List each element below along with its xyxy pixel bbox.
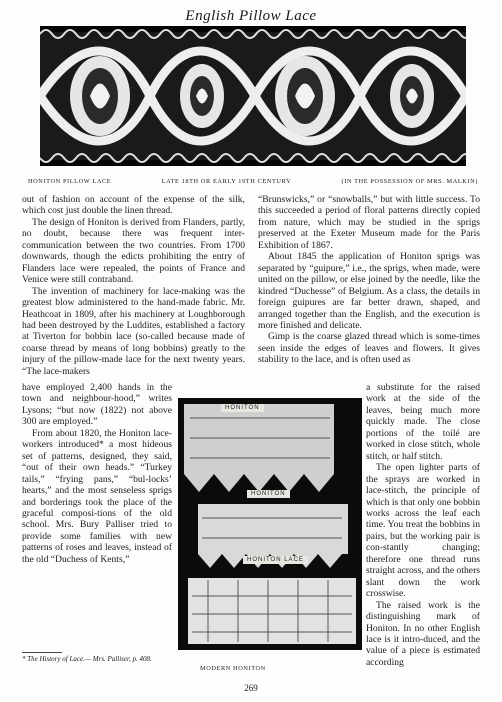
top-plate-caption (28, 178, 478, 185)
lace-border-illustration (40, 26, 466, 166)
plate-label: HONITON (221, 404, 264, 412)
left-narrow-column (22, 382, 172, 565)
paragraph: The invention of machinery for lace-making was the greatest blow administered to the hand-made fabric. Mr. Heathcoat in 1809, after his machinery at Loughborough had been destroyed by the Luddites, established a factory at Tiverton for bobbin lace (so-called because made of coarse thread by means of long bobbins) greatly to the injury of the pillow-made lace for the next twenty years. “The lace-makers (22, 285, 245, 377)
mid-plate-caption: MODERN HONITON (200, 665, 266, 672)
caption-right: (IN THE POSSESSION OF MRS. MALKIN) (341, 178, 478, 185)
running-head: English Pillow Lace (185, 8, 317, 24)
paragraph: a substitute for the raised work at the side of the leaves, being much more quickly made. The close portions of the toilé are worked in close stitch, whole stitch, or half stitch. (366, 382, 480, 462)
caption-middle: LATE 18TH OR EARLY 19TH CENTURY (161, 178, 292, 185)
footnote-rule (22, 652, 62, 653)
paragraph: have employed 2,400 hands in the town and neighbour-hood,” writes Lysons; “but now (1822) not above 300 are employed.” (22, 382, 172, 428)
modern-honiton-illustration (178, 398, 362, 650)
caption-left: HONITON PILLOW LACE (28, 178, 112, 185)
footnote: * The History of Lace.— Mrs. Palliser, p. 408. (22, 655, 152, 663)
paragraph: “Brunswicks,” or “snowballs,” but with little success. To this succeeded a period of floral patterns directly copied from nature, which may be studied in the sprigs preserved at the Exeter Museum made for the Paris Exhibition of 1867. (258, 194, 480, 251)
paragraph: out of fashion on account of the expense of the silk, which cost just double the linen thread. (22, 194, 245, 217)
lace-border-plate (40, 26, 466, 166)
right-column (258, 194, 480, 366)
page-number: 269 (244, 683, 258, 693)
paragraph: Gimp is the coarse glazed thread which is some-times seen inside the edges of leaves and flowers. It gives stability to the lace, and is often used as (258, 331, 480, 366)
plate-label: HONITON LACE (243, 556, 308, 564)
paragraph: The design of Honiton is derived from Flanders, partly, no doubt, because there was frequent inter-communication between the two countries. From 1700 downwards, though the edicts prohibiting the entry of Flanders lace were repealed, the points of France and Venice were still contraband. (22, 216, 245, 286)
plate-label: HONITON (247, 490, 290, 498)
left-column (22, 194, 245, 377)
paragraph: The raised work is the distinguishing mark of Honiton. In no other English lace is it intro-duced, and the value of a piece is estimated according (366, 599, 480, 668)
paragraph: About 1845 the application of Honiton sprigs was separated by “guipure,” i.e., the sprigs, when made, were united on the pillow, or else joined by the needle, like the kindred “Duchesse” of Belgium. As a class, the details in foreign guipures are far better drawn, shaped, and arranged together than the English, and the execution is more finished and delicate. (258, 251, 480, 331)
paragraph: The open lighter parts of the sprays are worked in lace-stitch, the principle of which is that only one bobbin works across the leaf each time. You treat the bobbins in pairs, but the working pair is con-stantly changing; therefore one thread runs straight across, and the others slant down the work crosswise. (366, 462, 480, 600)
modern-honiton-plate (178, 398, 362, 650)
paragraph: From about 1820, the Honiton lace-workers introduced* a most hideous set of patterns, designed, they said, “out of their own heads.” “Turkey tails,” “frying pans,” “bul-locks’ hearts,” and the most senseless sprigs and borderings took the place of the graceful composi-tions of the old school. Mrs. Bury Palliser tried to provide some families with new patterns of roses and leaves, instead of the old “Duchess of Kents,” (22, 427, 172, 565)
right-narrow-column (366, 382, 480, 668)
